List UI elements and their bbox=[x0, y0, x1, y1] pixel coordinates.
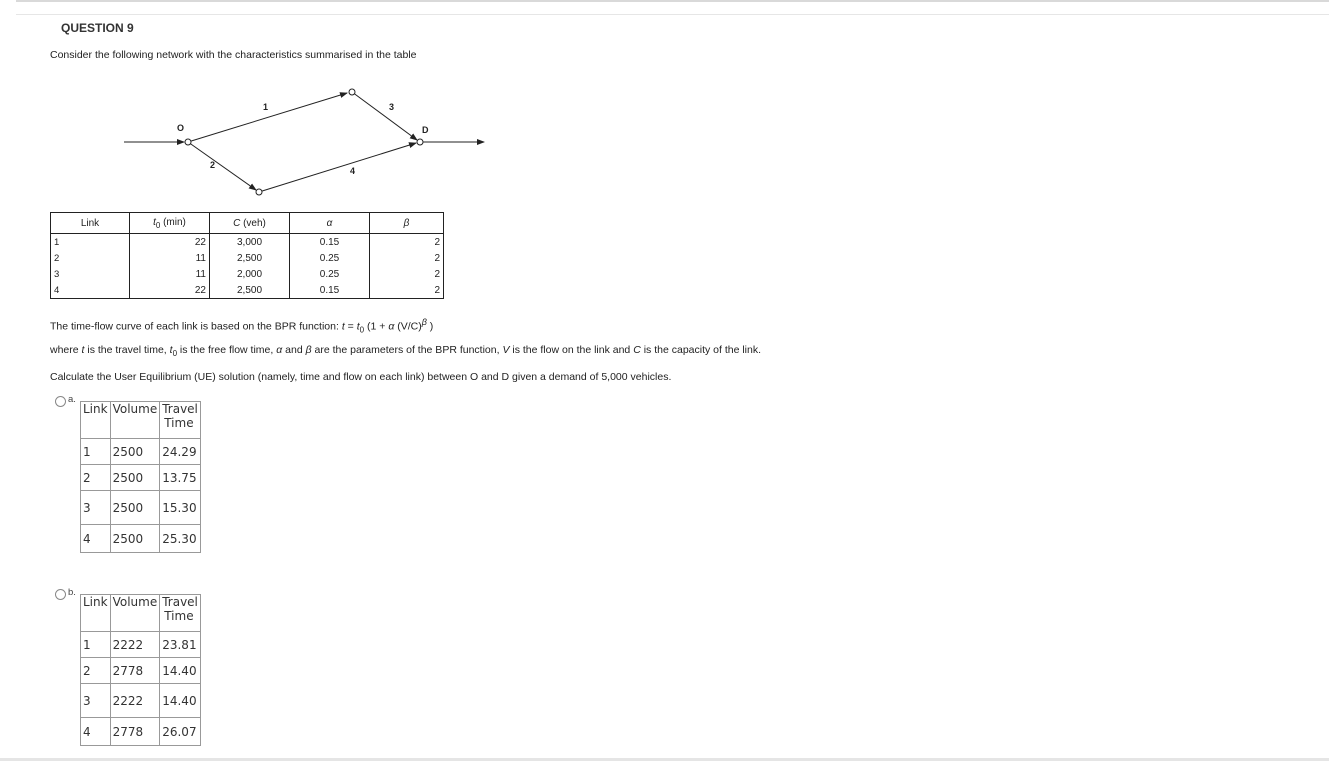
answer-cell-link: 4 bbox=[81, 718, 111, 746]
answer-cell-link: 3 bbox=[81, 684, 111, 718]
link-1-label: 1 bbox=[263, 102, 269, 112]
link-2-label: 2 bbox=[210, 160, 216, 170]
link-characteristics-table bbox=[50, 212, 444, 299]
answer-cell-volume: 2222 bbox=[110, 684, 160, 718]
answer-header-volume: Volume bbox=[110, 402, 160, 439]
answer-cell-time: 14.40 bbox=[160, 684, 201, 718]
table-row bbox=[81, 658, 201, 684]
formula-beta: β bbox=[421, 317, 427, 327]
cell-link: 2 bbox=[51, 250, 130, 266]
header-capacity: C (veh) bbox=[210, 213, 290, 234]
where-t0: t bbox=[169, 344, 173, 356]
answer-cell-volume: 2500 bbox=[110, 491, 160, 525]
node-top bbox=[349, 89, 355, 95]
cell-link: 1 bbox=[51, 234, 130, 251]
formula-prefix: The time-flow curve of each link is based on the BPR function: bbox=[50, 320, 342, 333]
formula-t0-sub: 0 bbox=[359, 325, 365, 335]
answer-cell-time: 13.75 bbox=[160, 465, 201, 491]
option-letter: b. bbox=[68, 587, 76, 598]
table-row bbox=[51, 250, 444, 266]
header-link: Link bbox=[51, 213, 130, 234]
formula-mid: (V/C) bbox=[394, 320, 422, 333]
cell-beta: 2 bbox=[370, 250, 444, 266]
cell-link: 3 bbox=[51, 266, 130, 282]
formula-open: (1 + bbox=[364, 320, 389, 333]
cell-capacity: 2,500 bbox=[210, 282, 290, 299]
origin-label: O bbox=[177, 123, 185, 133]
where-t: t bbox=[81, 344, 85, 356]
cell-beta: 2 bbox=[370, 282, 444, 299]
answer-header-volume: Volume bbox=[110, 595, 160, 632]
answer-header-link: Link bbox=[81, 595, 111, 632]
where-text: is the free flow time, bbox=[177, 344, 277, 356]
table-row bbox=[81, 439, 201, 465]
where-beta: β bbox=[305, 344, 312, 356]
answer-cell-link: 3 bbox=[81, 491, 111, 525]
answer-cell-time: 26.07 bbox=[160, 718, 201, 746]
question-title: QUESTION 9 bbox=[61, 21, 134, 35]
answer-header-time-line2: Time bbox=[164, 609, 194, 623]
link-1-line bbox=[188, 93, 347, 142]
answer-cell-volume: 2500 bbox=[110, 465, 160, 491]
answer-table-b bbox=[80, 594, 201, 746]
question-prompt: Calculate the User Equilibrium (UE) solution (namely, time and flow on each link) between O and D given a demand of 5,000 vehicles. bbox=[50, 371, 672, 383]
answer-cell-volume: 2778 bbox=[110, 718, 160, 746]
answer-cell-link: 1 bbox=[81, 439, 111, 465]
answer-header-link: Link bbox=[81, 402, 111, 439]
where-text: where bbox=[50, 344, 82, 356]
cell-t0: 11 bbox=[130, 266, 210, 282]
where-c: C bbox=[633, 344, 641, 356]
answer-cell-time: 23.81 bbox=[160, 632, 201, 658]
where-text: and bbox=[282, 344, 306, 356]
answer-cell-link: 1 bbox=[81, 632, 111, 658]
header-alpha: α bbox=[290, 213, 370, 234]
answer-cell-time: 14.40 bbox=[160, 658, 201, 684]
answer-cell-link: 4 bbox=[81, 525, 111, 553]
where-alpha: α bbox=[276, 344, 283, 356]
formula-close: ) bbox=[426, 320, 434, 333]
cell-t0: 11 bbox=[130, 250, 210, 266]
radio-button-b[interactable] bbox=[55, 589, 66, 600]
cell-alpha: 0.25 bbox=[290, 266, 370, 282]
table-row bbox=[81, 684, 201, 718]
cell-link: 4 bbox=[51, 282, 130, 299]
node-origin bbox=[185, 139, 191, 145]
answer-cell-time: 15.30 bbox=[160, 491, 201, 525]
formula-alpha: α bbox=[388, 320, 395, 333]
formula-t: t bbox=[341, 320, 345, 333]
where-t0-sub: 0 bbox=[172, 349, 178, 359]
table-row bbox=[51, 266, 444, 282]
answer-header-time bbox=[160, 402, 201, 439]
table-row bbox=[81, 718, 201, 746]
where-text: is the travel time, bbox=[84, 344, 170, 356]
answer-cell-volume: 2500 bbox=[110, 439, 160, 465]
answer-cell-volume: 2222 bbox=[110, 632, 160, 658]
formula-t0: t bbox=[356, 320, 360, 333]
table-row bbox=[81, 525, 201, 553]
answer-header-time bbox=[160, 595, 201, 632]
answer-cell-volume: 2778 bbox=[110, 658, 160, 684]
cell-beta: 2 bbox=[370, 234, 444, 251]
link-3-label: 3 bbox=[389, 102, 395, 112]
cell-alpha: 0.25 bbox=[290, 250, 370, 266]
table-row bbox=[51, 234, 444, 251]
header-beta: β bbox=[370, 213, 444, 234]
where-v: V bbox=[502, 344, 510, 356]
answer-cell-time: 24.29 bbox=[160, 439, 201, 465]
answer-cell-link: 2 bbox=[81, 658, 111, 684]
link-4-label: 4 bbox=[350, 166, 356, 176]
cell-alpha: 0.15 bbox=[290, 234, 370, 251]
where-text: is the capacity of the link. bbox=[640, 344, 762, 356]
answer-table-a bbox=[80, 401, 201, 553]
link-2-line bbox=[188, 142, 256, 190]
destination-label: D bbox=[422, 125, 429, 135]
table-row bbox=[81, 491, 201, 525]
formula-eq: = bbox=[344, 320, 357, 333]
cell-t0: 22 bbox=[130, 234, 210, 251]
radio-button-a[interactable] bbox=[55, 396, 66, 407]
answer-cell-volume: 2500 bbox=[110, 525, 160, 553]
cell-capacity: 2,500 bbox=[210, 250, 290, 266]
link-3-line bbox=[352, 92, 417, 140]
node-destination bbox=[417, 139, 423, 145]
answer-cell-link: 2 bbox=[81, 465, 111, 491]
option-letter: a. bbox=[68, 394, 76, 405]
variable-definitions bbox=[50, 344, 761, 358]
table-row bbox=[51, 282, 444, 299]
answer-header-time-line1: Travel bbox=[162, 595, 198, 609]
answer-header-time-line1: Travel bbox=[162, 402, 198, 416]
cell-beta: 2 bbox=[370, 266, 444, 282]
where-text: are the parameters of the BPR function, bbox=[311, 344, 503, 356]
answer-header-time-line2: Time bbox=[164, 416, 194, 430]
answer-cell-time: 25.30 bbox=[160, 525, 201, 553]
table-row bbox=[81, 632, 201, 658]
cell-t0: 22 bbox=[130, 282, 210, 299]
bpr-formula-text bbox=[50, 317, 433, 335]
cell-capacity: 2,000 bbox=[210, 266, 290, 282]
table-row bbox=[81, 465, 201, 491]
node-bottom bbox=[256, 189, 262, 195]
question-intro: Consider the following network with the characteristics summarised in the table bbox=[50, 49, 417, 61]
where-text: is the flow on the link and bbox=[509, 344, 634, 356]
header-t0: $t_0$ (min) bbox=[130, 213, 210, 234]
cell-alpha: 0.15 bbox=[290, 282, 370, 299]
cell-capacity: 3,000 bbox=[210, 234, 290, 251]
link-4-line bbox=[259, 143, 416, 192]
